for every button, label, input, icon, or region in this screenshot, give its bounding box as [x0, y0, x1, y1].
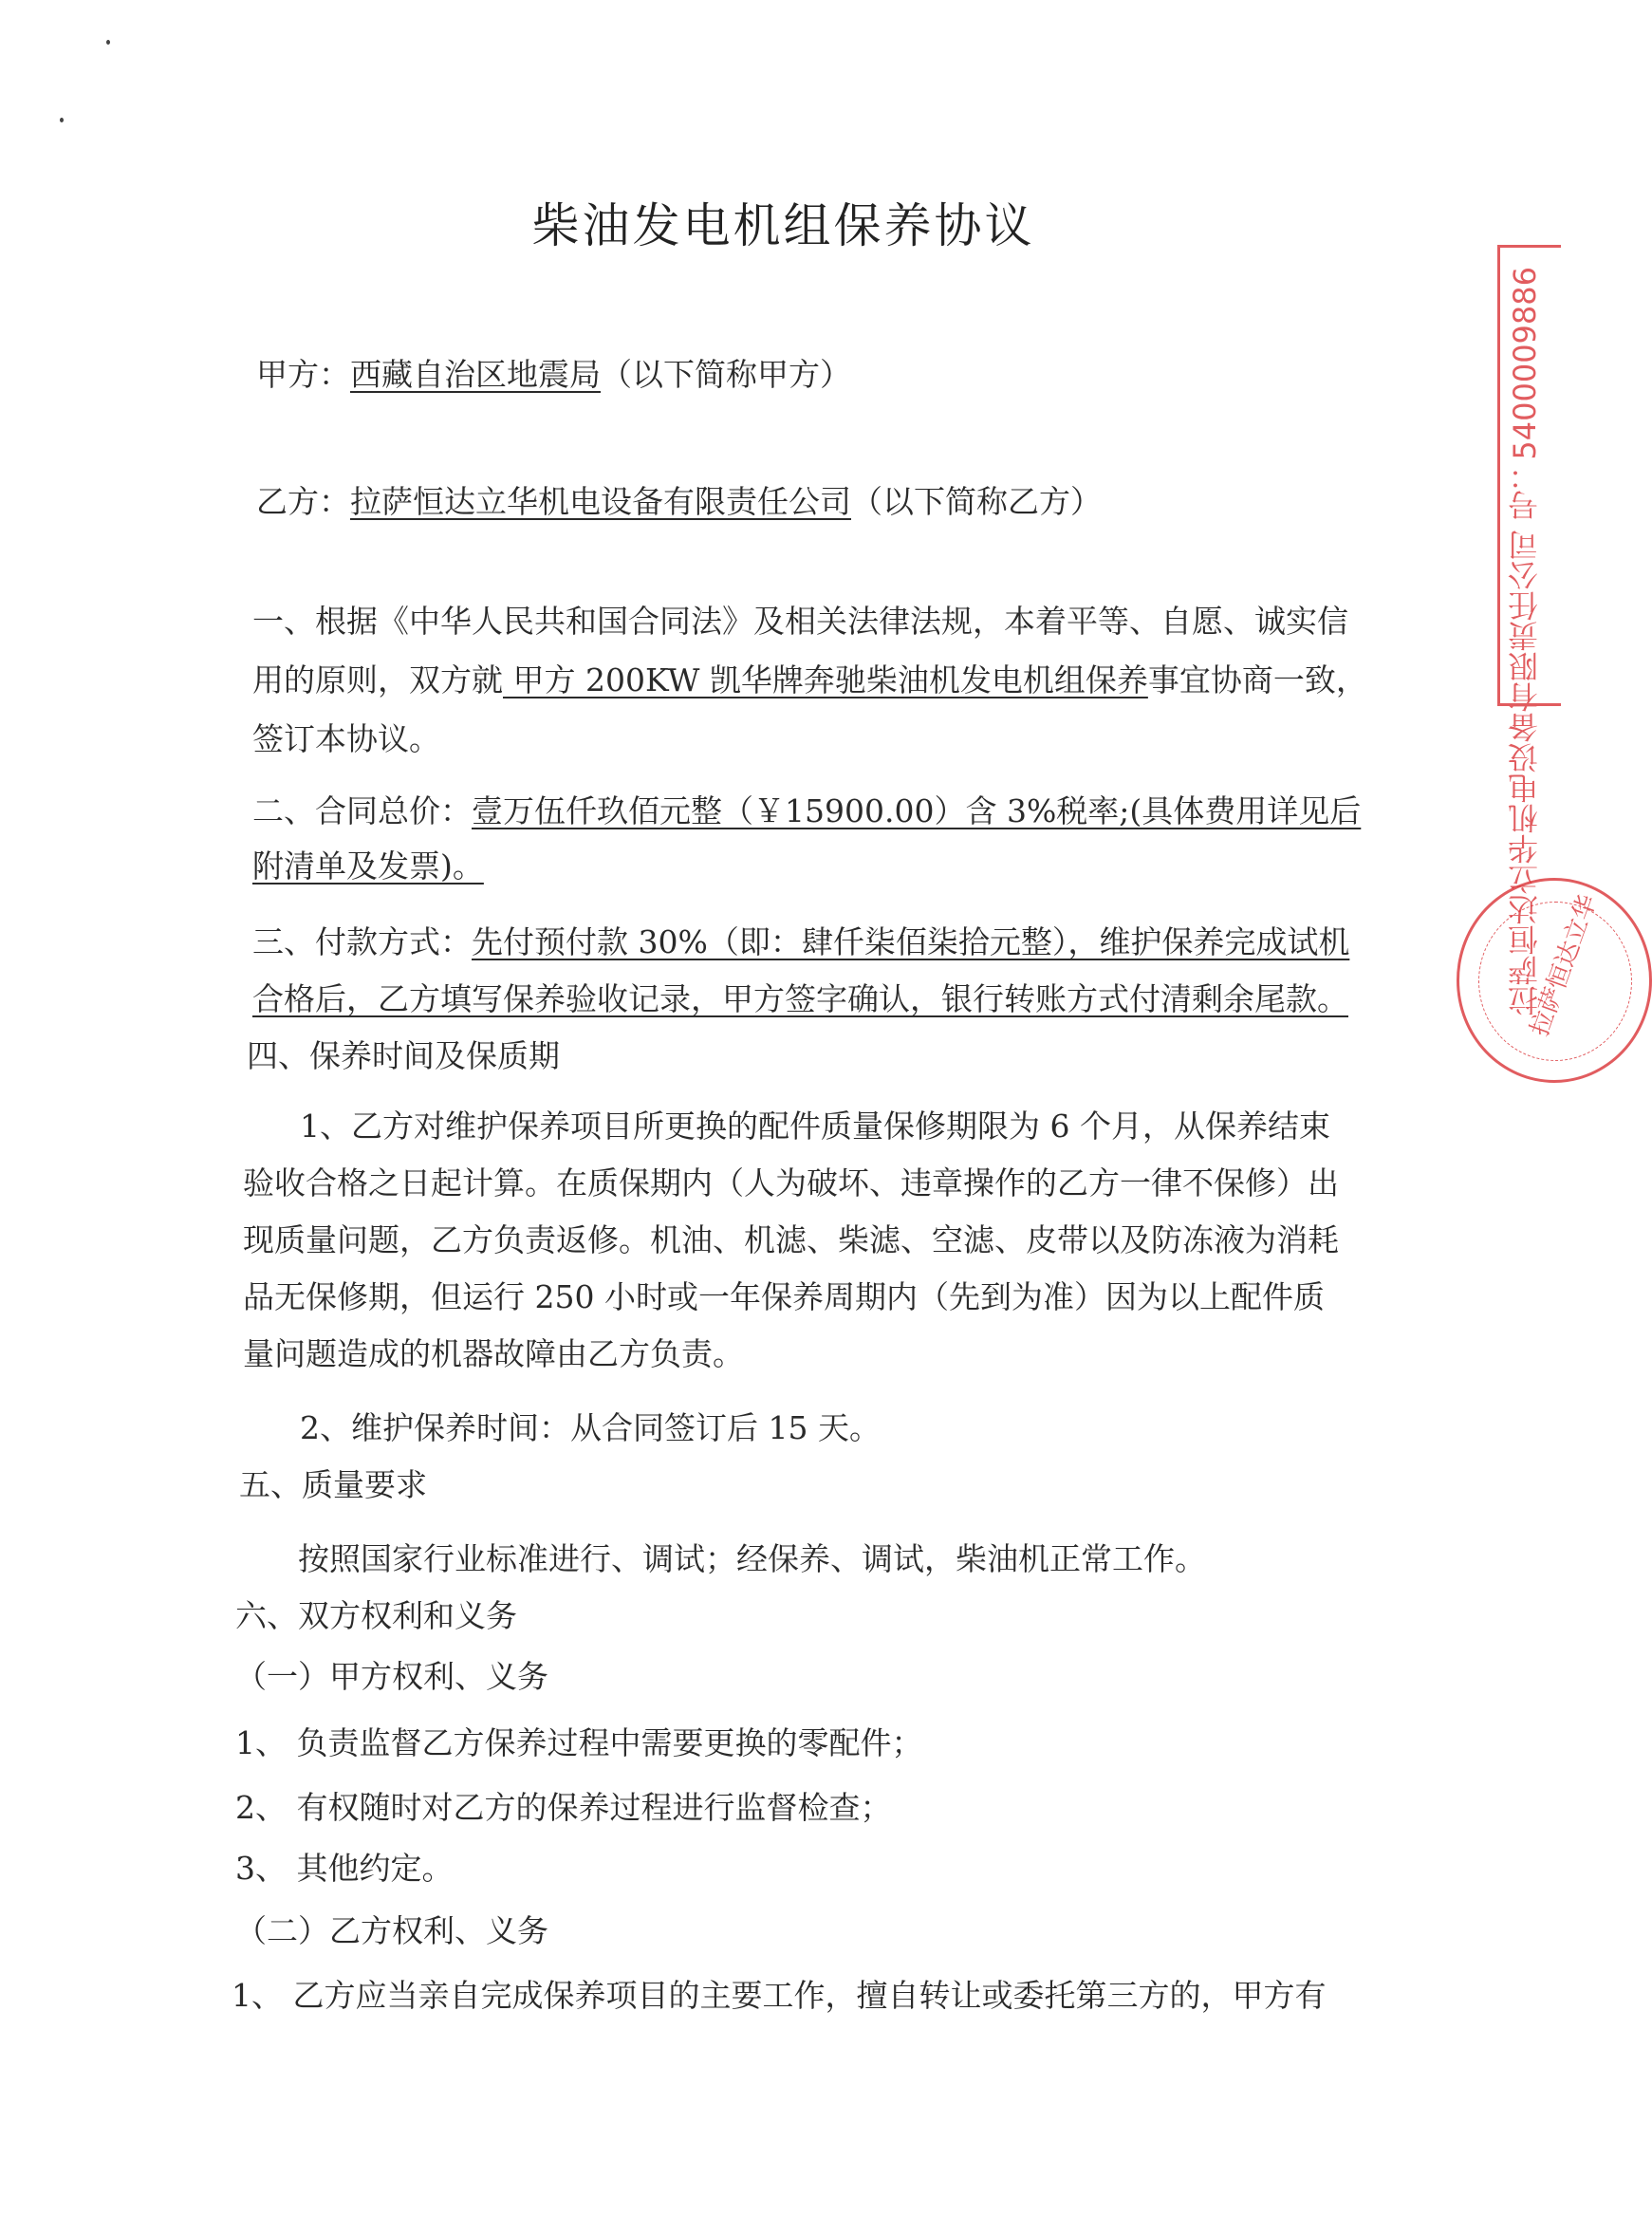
section-1-line-3: 签订本协议。 — [252, 720, 440, 757]
section-4-para-1-line-3: 现质量问题，乙方负责返修。机油、机滤、柴滤、空滤、皮带以及防冻液为消耗 — [243, 1221, 1339, 1258]
document-title: 柴油发电机组保养协议 — [531, 198, 1035, 253]
section-3-label: 三、付款方式： — [252, 923, 472, 960]
section-4-para-1-line-4: 品无保修期，但运行 250 小时或一年保养周期内（先到为准）因为以上配件质 — [243, 1278, 1325, 1315]
party-b-line — [256, 483, 1102, 520]
section-5-body: 按照国家行业标准进行、调试；经保养、调试，柴油机正常工作。 — [298, 1540, 1206, 1577]
section-6-a-item-2: 2、 有权随时对乙方的保养过程进行监督检查； — [235, 1789, 892, 1826]
section-5-heading: 五、质量要求 — [239, 1466, 427, 1503]
rect-seal-stamp — [1497, 245, 1561, 1016]
section-1-subject: 甲方 200KW 凯华牌奔驰柴油机发电机组保养 — [503, 661, 1148, 698]
party-a-name: 西藏自治区地震局 — [350, 356, 601, 393]
section-3-line-1 — [252, 923, 1350, 960]
section-1-text: 事宜协商一致， — [1147, 661, 1367, 698]
section-4-para-1-line-2: 验收合格之日起计算。在质保期内（人为破坏、违章操作的乙方一律不保修）出 — [243, 1164, 1339, 1201]
party-a-suffix: （以下简称甲方） — [601, 356, 851, 393]
section-2-label: 二、合同总价： — [252, 792, 472, 829]
section-6-a-item-3: 3、 其他约定。 — [235, 1850, 454, 1887]
section-4-para-1-line-1: 1、乙方对维护保养项目所更换的配件质量保修期限为 6 个月，从保养结束 — [300, 1108, 1330, 1145]
rect-seal-text: 拉萨恒达立华机电设备有限责任公司 号：5400009886 — [1507, 267, 1543, 1016]
section-1-line-2 — [252, 661, 1367, 698]
section-2-line-1 — [252, 792, 1362, 829]
section-2-line-2: 附清单及发票)。 — [252, 847, 484, 885]
section-3-payment: 先付预付款 30%（即：肆仟柒佰柒拾元整），维护保养完成试机 — [472, 923, 1350, 960]
party-b-name: 拉萨恒达立华机电设备有限责任公司 — [350, 483, 851, 520]
party-b-label: 乙方： — [256, 483, 350, 520]
section-4-para-1-line-5: 量问题造成的机器故障由乙方负责。 — [243, 1335, 744, 1372]
section-6-a-item-1: 1、 负责监督乙方保养过程中需要更换的零配件； — [235, 1724, 923, 1761]
round-seal-text: 拉萨恒达立华 — [1525, 890, 1604, 1040]
section-2-price: 壹万伍仟玖佰元整（￥15900.00）含 3%税率;(具体费用详见后 — [472, 792, 1362, 829]
scan-speck — [60, 118, 64, 122]
section-1-text: 用的原则，双方就 — [252, 661, 503, 698]
section-6-heading: 六、双方权利和义务 — [235, 1597, 517, 1634]
round-seal-stamp — [1457, 878, 1652, 1083]
section-6-b-item-1: 1、 乙方应当亲自完成保养项目的主要工作，擅自转让或委托第三方的，甲方有 — [232, 1977, 1327, 2014]
section-1-line-1: 一、根据《中华人民共和国合同法》及相关法律法规，本着平等、自愿、诚实信 — [252, 603, 1348, 640]
section-6-a-heading: （一）甲方权利、义务 — [235, 1658, 548, 1695]
scan-speck — [106, 40, 110, 45]
party-a-label: 甲方： — [256, 356, 350, 393]
section-4-heading: 四、保养时间及保质期 — [247, 1037, 560, 1074]
section-4-para-2: 2、维护保养时间：从合同签订后 15 天。 — [300, 1409, 881, 1446]
party-a-line — [256, 356, 851, 393]
section-3-line-2: 合格后，乙方填写保养验收记录，甲方签字确认，银行转账方式付清剩余尾款。 — [252, 980, 1348, 1017]
party-b-suffix: （以下简称乙方） — [851, 483, 1102, 520]
section-6-b-heading: （二）乙方权利、义务 — [235, 1912, 548, 1949]
